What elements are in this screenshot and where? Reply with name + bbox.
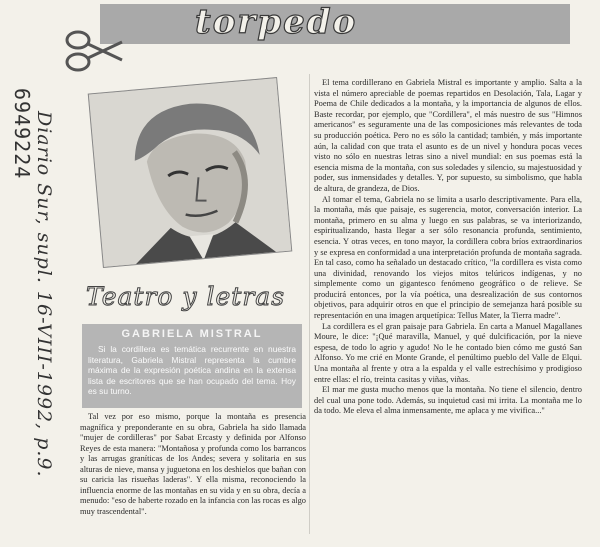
intro-box bbox=[82, 324, 302, 408]
article-body-right bbox=[314, 78, 582, 417]
article-paragraph: El tema cordillerano en Gabriela Mistral es importante y amplio. Salta a la vista el número apreciable de poemas repartidos en Desolación, Tala, Lagar y Poema de Chile dedicados a la montaña, y la importancia de algunos de ellos. Baste recordar, por ejemplo, que "Cordillera", el más nuestro de sus "Himnos americanos" es seguramente una de las composiciones más relevantes de toda su producción poética. Pero no es sólo la cantidad; también, y más importante aún, la calidad con que trata el asunto es de un nivel y hondura pocas veces visto no sólo en nuestras letras sino a nivel mundial: en sus poemas está la esencia misma de la montaña, con sus soledades y silencio, su majestuosidad y poder, sus inmensidades y detalles. Y, por supuesto, su simbolismo, que habla de altura, de grandeza, de Dios. bbox=[314, 78, 582, 193]
column-divider bbox=[309, 74, 310, 534]
article-paragraph: El mar me gusta mucho menos que la montaña. No tiene el silencio, dentro del cual una pone todo. Además, su inquietud casi mi irrita. La montaña me lo da todo. Me eleva el alma inmensamente, me aplaca y me vivifica..." bbox=[314, 385, 582, 416]
section-title: Teatro y letras bbox=[86, 282, 286, 311]
header-title: torpedo bbox=[195, 2, 358, 42]
article-paragraph: Al tomar el tema, Gabriela no se limita a usarlo descriptivamente. Para ella, la montaña, más que paisaje, es sugerencia, motor, conversación interior. La montaña, primero en su alma y luego en sus palabras, se va interiorizando, espiritualizando, hasta llegar a ser sólo resonancia profunda, sentimiento, esencia. Y otras veces, en tono mayor, la cordillera cobra bríos extraordinarios y se expresa en conformidad a una interpretación profunda de montaña sagrada. En tal caso, como ha señalado un destacado crítico, "la cordillera es vista como una divinidad, renovando los viejos mitos telúricos indígenas, y no simplemente como un gigantesco fenómeno geográfico o de relieve. Se producirá entonces, por la vía poética, una desrealización de sus contornos objetivos, para adquirir otros en que el principio de semejanza hará posible su representación en una imagen arquetípica: Tellus Mater, la Tierra madre". bbox=[314, 194, 582, 321]
archive-number: 6949224 bbox=[10, 88, 34, 180]
author-portrait bbox=[88, 77, 293, 268]
article-paragraph: La cordillera es el gran paisaje para Gabriela. En carta a Manuel Magallanes Moure, le dice: "¡Qué maravilla, Manuel, y qué dulcificación, por la nieve espesa, de todo lo agrio y agudo! No le he contado bien cómo me gustó San Alfonso. Yo me crié en Monte Grande, el penúltimo pueblo del Valle de Elqui. Una montaña al frente y otra a la espalda y el valle estrechísimo y prodigioso entre ellas: el río, treinta casitas y viñas, viñas. bbox=[314, 321, 582, 384]
scissors-icon bbox=[64, 30, 124, 74]
handwritten-source-note: Diario Sur, supl. 16-VIII-1992, p.9. bbox=[33, 111, 55, 478]
intro-heading: GABRIELA MISTRAL bbox=[121, 328, 263, 340]
article-body-left: Tal vez por eso mismo, porque la montaña es presencia magnífica y preponderante en su obra, Gabriela ha sido llamada "mujer de cordilleras" por Sabat Ercasty y definida por Alfonso Reyes de esta manera: "Montañosa y profunda como los barrancos y las arrugas graníticas de los Andes; severa y solitaria en sus alturas de nieve, mansa y juguetona en los deshielos que bañan con su caricia las risueñas laderas". Y ella misma, reconociendo la influencia enorme de las montañas en su vida y en su obra, decía a menudo: "eso de haberte rozado en la infancia con las rocas es algo muy trascendental". bbox=[80, 412, 306, 516]
intro-text: Si la cordillera es temática recurrente en nuestra literatura, Gabriela Mistral representa la cumbre máxima de la expresión poética andina en la extensa lista de escritores que se han ocupado del tema. Hoy es su turno. bbox=[88, 344, 296, 396]
